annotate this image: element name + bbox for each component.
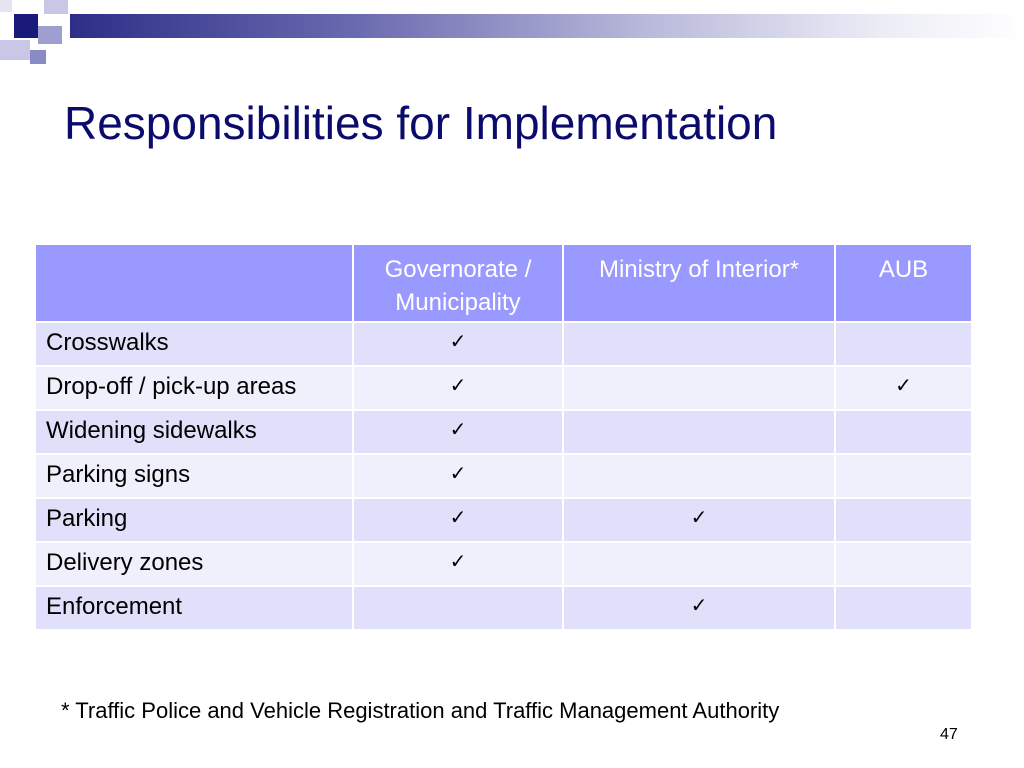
header-governorate: Governorate / Municipality [353, 244, 563, 322]
table-row [35, 454, 972, 498]
decorative-square [14, 14, 38, 38]
header-ministry: Ministry of Interior* [563, 244, 835, 322]
check-icon: ✓ [353, 542, 563, 586]
check-icon: ✓ [353, 366, 563, 410]
page-number: 47 [940, 726, 958, 743]
empty-cell [563, 322, 835, 366]
table-row [35, 498, 972, 542]
row-label: Drop-off / pick-up areas [35, 366, 353, 410]
table-header-row [35, 244, 972, 322]
table-row [35, 586, 972, 630]
empty-cell [835, 322, 972, 366]
header-empty-cell [35, 244, 353, 322]
check-icon: ✓ [835, 366, 972, 410]
check-icon: ✓ [563, 498, 835, 542]
empty-cell [835, 586, 972, 630]
table-row [35, 366, 972, 410]
check-icon: ✓ [353, 410, 563, 454]
slide-title: Responsibilities for Implementation [64, 97, 778, 149]
decorative-square [0, 0, 12, 12]
header-gradient-band [70, 14, 1024, 38]
decorative-square [44, 0, 68, 14]
empty-cell [353, 586, 563, 630]
row-label: Enforcement [35, 586, 353, 630]
empty-cell [563, 366, 835, 410]
row-label: Crosswalks [35, 322, 353, 366]
decorative-square [0, 40, 30, 60]
table-row [35, 542, 972, 586]
footnote: * Traffic Police and Vehicle Registration and Traffic Management Authority [61, 698, 780, 723]
empty-cell [563, 542, 835, 586]
decorative-square [30, 50, 46, 64]
responsibilities-table [34, 243, 973, 631]
row-label: Parking signs [35, 454, 353, 498]
header-aub: AUB [835, 244, 972, 322]
check-icon: ✓ [353, 322, 563, 366]
table-row [35, 410, 972, 454]
check-icon: ✓ [353, 498, 563, 542]
empty-cell [563, 454, 835, 498]
row-label: Widening sidewalks [35, 410, 353, 454]
check-icon: ✓ [563, 586, 835, 630]
empty-cell [835, 410, 972, 454]
decorative-square [38, 26, 62, 44]
check-icon: ✓ [353, 454, 563, 498]
empty-cell [563, 410, 835, 454]
empty-cell [835, 542, 972, 586]
empty-cell [835, 454, 972, 498]
row-label: Parking [35, 498, 353, 542]
table-row [35, 322, 972, 366]
empty-cell [835, 498, 972, 542]
row-label: Delivery zones [35, 542, 353, 586]
